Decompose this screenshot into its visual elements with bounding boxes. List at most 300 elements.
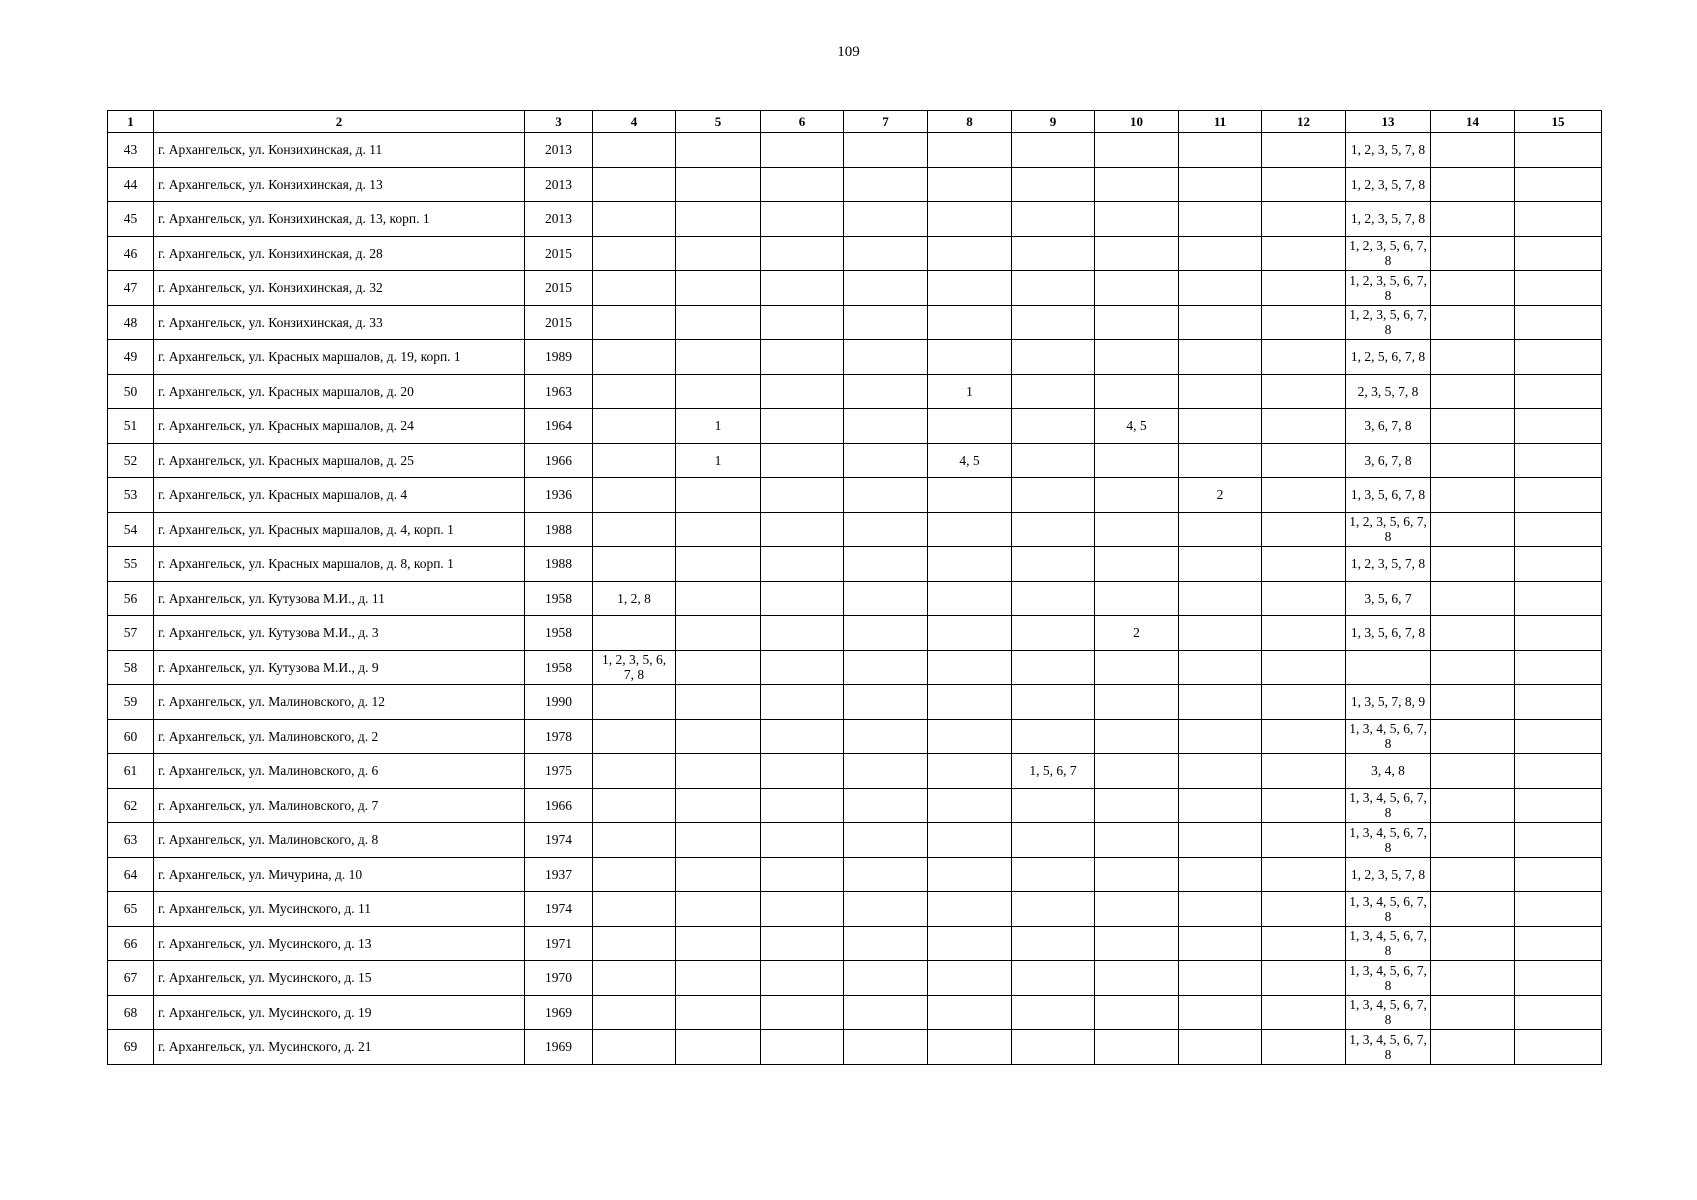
cell-col-9: [1012, 616, 1095, 651]
cell-col-2: г. Архангельск, ул. Красных маршалов, д. 4, корп. 1: [154, 512, 525, 547]
cell-col-13: 3, 4, 8: [1346, 754, 1431, 789]
cell-col-8: [928, 478, 1012, 513]
cell-col-4: [593, 823, 676, 858]
cell-col-15: [1515, 478, 1602, 513]
cell-col-12: [1262, 512, 1346, 547]
cell-col-15: [1515, 167, 1602, 202]
cell-col-5: [676, 236, 761, 271]
cell-col-6: [761, 202, 844, 237]
cell-col-7: [844, 409, 928, 444]
cell-col-14: [1431, 340, 1515, 375]
cell-col-10: [1095, 547, 1179, 582]
cell-col-7: [844, 374, 928, 409]
cell-col-7: [844, 719, 928, 754]
cell-col-3: 1990: [525, 685, 593, 720]
cell-col-9: [1012, 685, 1095, 720]
cell-col-4: [593, 892, 676, 927]
cell-col-6: [761, 478, 844, 513]
cell-col-7: [844, 202, 928, 237]
cell-col-11: [1179, 788, 1262, 823]
cell-col-6: [761, 409, 844, 444]
cell-col-13: 1, 2, 3, 5, 6, 7, 8: [1346, 512, 1431, 547]
cell-col-9: [1012, 340, 1095, 375]
cell-col-13: 1, 3, 5, 7, 8, 9: [1346, 685, 1431, 720]
cell-col-2: г. Архангельск, ул. Красных маршалов, д. 19, корп. 1: [154, 340, 525, 375]
table-row: [108, 616, 1602, 651]
table-row: [108, 271, 1602, 306]
cell-col-14: [1431, 616, 1515, 651]
cell-col-1: 46: [108, 236, 154, 271]
cell-col-10: [1095, 443, 1179, 478]
cell-col-6: [761, 719, 844, 754]
cell-col-5: [676, 167, 761, 202]
cell-col-10: 2: [1095, 616, 1179, 651]
cell-col-13: 3, 5, 6, 7: [1346, 581, 1431, 616]
cell-col-15: [1515, 754, 1602, 789]
table-row: [108, 305, 1602, 340]
cell-col-10: [1095, 202, 1179, 237]
cell-col-3: 1975: [525, 754, 593, 789]
cell-col-5: [676, 478, 761, 513]
cell-col-5: [676, 926, 761, 961]
cell-col-14: [1431, 547, 1515, 582]
cell-col-14: [1431, 823, 1515, 858]
cell-col-4: [593, 616, 676, 651]
table-row: [108, 340, 1602, 375]
cell-col-13: 1, 3, 5, 6, 7, 8: [1346, 616, 1431, 651]
cell-col-4: [593, 685, 676, 720]
cell-col-3: 1958: [525, 616, 593, 651]
cell-col-11: [1179, 167, 1262, 202]
cell-col-2: г. Архангельск, ул. Конзихинская, д. 11: [154, 133, 525, 168]
cell-col-3: 1969: [525, 1030, 593, 1065]
cell-col-4: [593, 926, 676, 961]
cell-col-7: [844, 547, 928, 582]
cell-col-12: [1262, 547, 1346, 582]
cell-col-11: [1179, 892, 1262, 927]
cell-col-8: [928, 1030, 1012, 1065]
cell-col-12: [1262, 133, 1346, 168]
cell-col-13: 3, 6, 7, 8: [1346, 409, 1431, 444]
cell-col-5: [676, 823, 761, 858]
cell-col-1: 50: [108, 374, 154, 409]
cell-col-6: [761, 443, 844, 478]
cell-col-12: [1262, 685, 1346, 720]
cell-col-15: [1515, 961, 1602, 996]
cell-col-2: г. Архангельск, ул. Красных маршалов, д. 20: [154, 374, 525, 409]
cell-col-6: [761, 374, 844, 409]
cell-col-12: [1262, 616, 1346, 651]
cell-col-5: [676, 374, 761, 409]
cell-col-12: [1262, 202, 1346, 237]
cell-col-5: [676, 892, 761, 927]
column-header-14: 14: [1431, 111, 1515, 133]
cell-col-11: [1179, 616, 1262, 651]
cell-col-13: 1, 3, 5, 6, 7, 8: [1346, 478, 1431, 513]
cell-col-13: 1, 2, 3, 5, 7, 8: [1346, 133, 1431, 168]
cell-col-5: [676, 133, 761, 168]
cell-col-10: [1095, 754, 1179, 789]
cell-col-11: [1179, 650, 1262, 685]
cell-col-8: [928, 857, 1012, 892]
cell-col-15: [1515, 409, 1602, 444]
cell-col-7: [844, 961, 928, 996]
table-row: [108, 892, 1602, 927]
cell-col-11: [1179, 719, 1262, 754]
cell-col-15: [1515, 581, 1602, 616]
cell-col-15: [1515, 374, 1602, 409]
cell-col-9: [1012, 133, 1095, 168]
cell-col-5: [676, 857, 761, 892]
cell-col-11: [1179, 857, 1262, 892]
cell-col-13: 1, 3, 4, 5, 6, 7, 8: [1346, 719, 1431, 754]
cell-col-12: [1262, 823, 1346, 858]
cell-col-15: [1515, 892, 1602, 927]
cell-col-3: 2015: [525, 305, 593, 340]
table-row: [108, 512, 1602, 547]
cell-col-7: [844, 754, 928, 789]
cell-col-4: [593, 409, 676, 444]
cell-col-1: 58: [108, 650, 154, 685]
cell-col-9: [1012, 512, 1095, 547]
cell-col-4: [593, 167, 676, 202]
column-header-5: 5: [676, 111, 761, 133]
cell-col-13: [1346, 650, 1431, 685]
cell-col-12: [1262, 581, 1346, 616]
cell-col-8: [928, 202, 1012, 237]
cell-col-12: [1262, 857, 1346, 892]
cell-col-8: [928, 512, 1012, 547]
cell-col-11: [1179, 512, 1262, 547]
cell-col-10: [1095, 685, 1179, 720]
cell-col-11: [1179, 271, 1262, 306]
cell-col-3: 1937: [525, 857, 593, 892]
cell-col-2: г. Архангельск, ул. Кутузова М.И., д. 9: [154, 650, 525, 685]
cell-col-12: [1262, 926, 1346, 961]
column-header-11: 11: [1179, 111, 1262, 133]
column-header-3: 3: [525, 111, 593, 133]
cell-col-5: [676, 650, 761, 685]
cell-col-5: [676, 340, 761, 375]
cell-col-9: [1012, 202, 1095, 237]
cell-col-9: [1012, 305, 1095, 340]
cell-col-14: [1431, 305, 1515, 340]
cell-col-7: [844, 650, 928, 685]
cell-col-13: 1, 2, 3, 5, 6, 7, 8: [1346, 305, 1431, 340]
column-header-7: 7: [844, 111, 928, 133]
cell-col-12: [1262, 995, 1346, 1030]
cell-col-1: 65: [108, 892, 154, 927]
cell-col-9: [1012, 271, 1095, 306]
cell-col-10: [1095, 719, 1179, 754]
cell-col-1: 68: [108, 995, 154, 1030]
cell-col-1: 54: [108, 512, 154, 547]
cell-col-12: [1262, 478, 1346, 513]
cell-col-2: г. Архангельск, ул. Мусинского, д. 13: [154, 926, 525, 961]
cell-col-5: [676, 202, 761, 237]
cell-col-9: [1012, 892, 1095, 927]
cell-col-10: [1095, 271, 1179, 306]
cell-col-5: [676, 961, 761, 996]
cell-col-13: 1, 3, 4, 5, 6, 7, 8: [1346, 961, 1431, 996]
cell-col-14: [1431, 271, 1515, 306]
cell-col-7: [844, 512, 928, 547]
column-header-1: 1: [108, 111, 154, 133]
cell-col-7: [844, 685, 928, 720]
cell-col-10: [1095, 305, 1179, 340]
cell-col-14: [1431, 788, 1515, 823]
cell-col-14: [1431, 374, 1515, 409]
cell-col-6: [761, 1030, 844, 1065]
cell-col-6: [761, 340, 844, 375]
cell-col-12: [1262, 340, 1346, 375]
cell-col-11: [1179, 685, 1262, 720]
cell-col-2: г. Архангельск, ул. Малиновского, д. 12: [154, 685, 525, 720]
cell-col-8: [928, 961, 1012, 996]
cell-col-9: [1012, 374, 1095, 409]
column-header-8: 8: [928, 111, 1012, 133]
cell-col-15: [1515, 823, 1602, 858]
cell-col-2: г. Архангельск, ул. Малиновского, д. 2: [154, 719, 525, 754]
cell-col-14: [1431, 892, 1515, 927]
cell-col-2: г. Архангельск, ул. Малиновского, д. 8: [154, 823, 525, 858]
cell-col-1: 59: [108, 685, 154, 720]
cell-col-2: г. Архангельск, ул. Кутузова М.И., д. 3: [154, 616, 525, 651]
cell-col-8: [928, 167, 1012, 202]
cell-col-6: [761, 512, 844, 547]
cell-col-11: [1179, 443, 1262, 478]
cell-col-1: 44: [108, 167, 154, 202]
table-header: [108, 111, 1602, 133]
cell-col-7: [844, 788, 928, 823]
cell-col-5: [676, 271, 761, 306]
cell-col-6: [761, 754, 844, 789]
cell-col-7: [844, 823, 928, 858]
cell-col-9: [1012, 788, 1095, 823]
cell-col-3: 1978: [525, 719, 593, 754]
cell-col-4: [593, 374, 676, 409]
cell-col-7: [844, 995, 928, 1030]
cell-col-1: 45: [108, 202, 154, 237]
cell-col-5: [676, 685, 761, 720]
cell-col-3: 1988: [525, 512, 593, 547]
cell-col-3: 1988: [525, 547, 593, 582]
cell-col-15: [1515, 719, 1602, 754]
table-row: [108, 374, 1602, 409]
cell-col-1: 56: [108, 581, 154, 616]
cell-col-10: [1095, 1030, 1179, 1065]
cell-col-1: 61: [108, 754, 154, 789]
cell-col-15: [1515, 650, 1602, 685]
cell-col-6: [761, 685, 844, 720]
cell-col-3: 1966: [525, 788, 593, 823]
cell-col-13: 1, 3, 4, 5, 6, 7, 8: [1346, 823, 1431, 858]
cell-col-2: г. Архангельск, ул. Мичурина, д. 10: [154, 857, 525, 892]
cell-col-8: [928, 823, 1012, 858]
cell-col-11: [1179, 340, 1262, 375]
cell-col-14: [1431, 167, 1515, 202]
cell-col-12: [1262, 305, 1346, 340]
cell-col-9: [1012, 650, 1095, 685]
cell-col-5: 1: [676, 443, 761, 478]
cell-col-12: [1262, 236, 1346, 271]
cell-col-8: 4, 5: [928, 443, 1012, 478]
cell-col-10: [1095, 650, 1179, 685]
cell-col-3: 1989: [525, 340, 593, 375]
cell-col-6: [761, 547, 844, 582]
table-row: [108, 857, 1602, 892]
cell-col-11: [1179, 823, 1262, 858]
cell-col-14: [1431, 478, 1515, 513]
table-row: [108, 995, 1602, 1030]
cell-col-11: [1179, 754, 1262, 789]
cell-col-15: [1515, 271, 1602, 306]
cell-col-1: 64: [108, 857, 154, 892]
cell-col-4: 1, 2, 3, 5, 6, 7, 8: [593, 650, 676, 685]
cell-col-13: 1, 2, 3, 5, 7, 8: [1346, 547, 1431, 582]
cell-col-10: [1095, 512, 1179, 547]
cell-col-13: 2, 3, 5, 7, 8: [1346, 374, 1431, 409]
cell-col-15: [1515, 443, 1602, 478]
cell-col-3: 1971: [525, 926, 593, 961]
cell-col-10: [1095, 133, 1179, 168]
cell-col-4: 1, 2, 8: [593, 581, 676, 616]
cell-col-6: [761, 167, 844, 202]
cell-col-15: [1515, 1030, 1602, 1065]
cell-col-2: г. Архангельск, ул. Мусинского, д. 21: [154, 1030, 525, 1065]
cell-col-8: [928, 650, 1012, 685]
cell-col-11: [1179, 581, 1262, 616]
cell-col-8: [928, 995, 1012, 1030]
cell-col-11: 2: [1179, 478, 1262, 513]
cell-col-5: [676, 512, 761, 547]
cell-col-10: 4, 5: [1095, 409, 1179, 444]
cell-col-5: [676, 1030, 761, 1065]
cell-col-14: [1431, 719, 1515, 754]
table-row: [108, 650, 1602, 685]
cell-col-10: [1095, 995, 1179, 1030]
cell-col-9: [1012, 478, 1095, 513]
cell-col-3: 1966: [525, 443, 593, 478]
cell-col-2: г. Архангельск, ул. Красных маршалов, д. 24: [154, 409, 525, 444]
cell-col-6: [761, 133, 844, 168]
cell-col-3: 1974: [525, 892, 593, 927]
cell-col-3: 1936: [525, 478, 593, 513]
cell-col-15: [1515, 512, 1602, 547]
cell-col-13: 1, 3, 4, 5, 6, 7, 8: [1346, 892, 1431, 927]
cell-col-9: [1012, 1030, 1095, 1065]
cell-col-8: [928, 719, 1012, 754]
data-table: [107, 110, 1602, 1065]
cell-col-12: [1262, 892, 1346, 927]
column-header-13: 13: [1346, 111, 1431, 133]
cell-col-5: [676, 995, 761, 1030]
cell-col-3: 2013: [525, 133, 593, 168]
cell-col-12: [1262, 167, 1346, 202]
cell-col-7: [844, 167, 928, 202]
cell-col-11: [1179, 305, 1262, 340]
cell-col-15: [1515, 857, 1602, 892]
cell-col-5: [676, 754, 761, 789]
cell-col-9: [1012, 926, 1095, 961]
table-row: [108, 961, 1602, 996]
cell-col-10: [1095, 236, 1179, 271]
cell-col-5: [676, 719, 761, 754]
cell-col-11: [1179, 409, 1262, 444]
cell-col-12: [1262, 443, 1346, 478]
cell-col-12: [1262, 788, 1346, 823]
cell-col-10: [1095, 340, 1179, 375]
cell-col-1: 47: [108, 271, 154, 306]
cell-col-6: [761, 961, 844, 996]
cell-col-11: [1179, 961, 1262, 996]
cell-col-10: [1095, 788, 1179, 823]
cell-col-7: [844, 892, 928, 927]
cell-col-9: [1012, 581, 1095, 616]
cell-col-13: 1, 2, 3, 5, 7, 8: [1346, 857, 1431, 892]
cell-col-14: [1431, 685, 1515, 720]
cell-col-5: 1: [676, 409, 761, 444]
table-row: [108, 1030, 1602, 1065]
cell-col-3: 2013: [525, 167, 593, 202]
cell-col-10: [1095, 167, 1179, 202]
cell-col-5: [676, 788, 761, 823]
cell-col-8: [928, 616, 1012, 651]
cell-col-8: [928, 754, 1012, 789]
table-row: [108, 685, 1602, 720]
cell-col-1: 62: [108, 788, 154, 823]
cell-col-14: [1431, 1030, 1515, 1065]
cell-col-14: [1431, 236, 1515, 271]
cell-col-15: [1515, 547, 1602, 582]
cell-col-2: г. Архангельск, ул. Конзихинская, д. 13: [154, 167, 525, 202]
cell-col-7: [844, 305, 928, 340]
cell-col-14: [1431, 202, 1515, 237]
cell-col-8: [928, 271, 1012, 306]
cell-col-10: [1095, 926, 1179, 961]
cell-col-12: [1262, 1030, 1346, 1065]
cell-col-10: [1095, 857, 1179, 892]
cell-col-13: 1, 3, 4, 5, 6, 7, 8: [1346, 995, 1431, 1030]
cell-col-7: [844, 443, 928, 478]
cell-col-4: [593, 236, 676, 271]
cell-col-8: [928, 892, 1012, 927]
cell-col-8: [928, 926, 1012, 961]
cell-col-2: г. Архангельск, ул. Малиновского, д. 6: [154, 754, 525, 789]
cell-col-12: [1262, 961, 1346, 996]
table-row: [108, 167, 1602, 202]
cell-col-4: [593, 857, 676, 892]
cell-col-11: [1179, 133, 1262, 168]
cell-col-12: [1262, 409, 1346, 444]
cell-col-9: [1012, 719, 1095, 754]
cell-col-3: 1974: [525, 823, 593, 858]
cell-col-15: [1515, 926, 1602, 961]
column-header-10: 10: [1095, 111, 1179, 133]
column-header-6: 6: [761, 111, 844, 133]
cell-col-4: [593, 133, 676, 168]
cell-col-9: [1012, 961, 1095, 996]
cell-col-14: [1431, 443, 1515, 478]
cell-col-2: г. Архангельск, ул. Красных маршалов, д. 25: [154, 443, 525, 478]
cell-col-2: г. Архангельск, ул. Малиновского, д. 7: [154, 788, 525, 823]
cell-col-6: [761, 271, 844, 306]
cell-col-7: [844, 340, 928, 375]
cell-col-15: [1515, 616, 1602, 651]
table-row: [108, 719, 1602, 754]
cell-col-13: 1, 2, 3, 5, 6, 7, 8: [1346, 271, 1431, 306]
cell-col-9: [1012, 236, 1095, 271]
